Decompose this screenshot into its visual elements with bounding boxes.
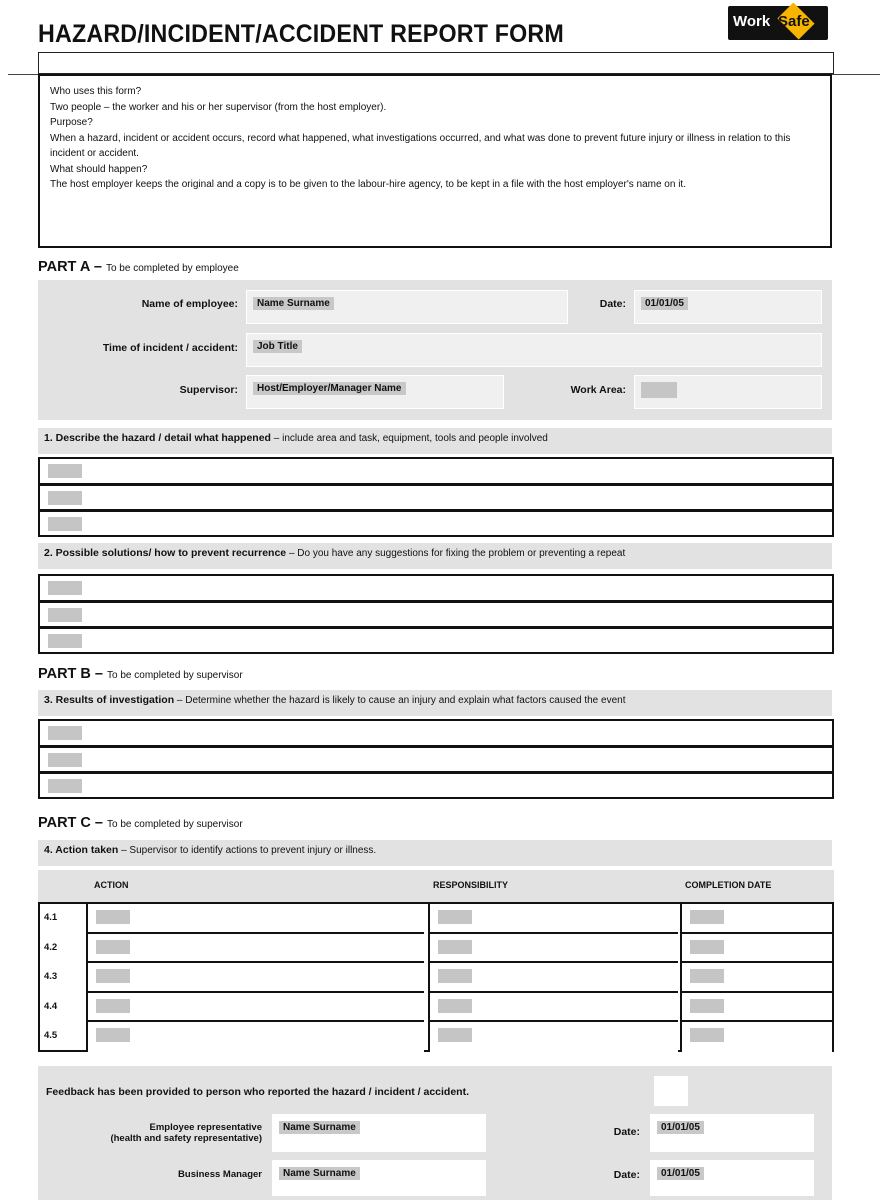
action-cell[interactable] — [86, 904, 424, 934]
column-completion-date: COMPLETION DATE — [685, 880, 772, 890]
work-area-field[interactable] — [634, 375, 822, 409]
section-2-rows — [38, 574, 834, 654]
part-c-heading — [38, 815, 243, 831]
text-placeholder — [48, 464, 82, 478]
date-field[interactable] — [634, 290, 822, 324]
section-3-row-3[interactable] — [38, 773, 834, 799]
question-purpose: Purpose? — [50, 117, 93, 128]
text-placeholder — [438, 969, 472, 983]
text-placeholder — [48, 491, 82, 505]
section-1-row-1[interactable] — [38, 457, 834, 485]
text-placeholder — [438, 910, 472, 924]
section-2-sub: – Do you have any suggestions for fixing the problem or preventing a repeat — [288, 548, 626, 559]
column-responsibility: RESPONSIBILITY — [433, 880, 509, 890]
completion-date-cell[interactable] — [680, 1022, 832, 1052]
action-row-number: 4.1 — [44, 912, 58, 923]
action-row-number: 4.2 — [44, 941, 58, 953]
responsibility-cell[interactable] — [428, 1022, 678, 1052]
feedback-text: Feedback has been provided to person who reported the hazard / incident / accident. — [46, 1086, 469, 1098]
employee-name-label: Name of employee: — [141, 298, 238, 310]
date-label: Date: — [599, 298, 626, 310]
part-c-label: PART C – — [38, 815, 103, 831]
text-placeholder — [96, 999, 130, 1013]
time-of-incident-value: Job Title — [253, 340, 302, 353]
section-4-header — [38, 840, 832, 866]
part-b-heading — [38, 666, 243, 682]
action-cell[interactable] — [86, 934, 424, 964]
action-row-number: 4.4 — [44, 1000, 58, 1012]
section-3-rows — [38, 719, 834, 799]
section-3-row-2[interactable] — [38, 747, 834, 773]
question-what-should: What should happen? — [50, 163, 148, 175]
part-b-sub: To be completed by supervisor — [107, 670, 243, 681]
work-area-placeholder — [641, 382, 677, 398]
supervisor-field[interactable] — [246, 375, 504, 409]
text-placeholder — [438, 999, 472, 1013]
question-who: Who uses this form? — [50, 86, 142, 97]
text-placeholder — [690, 999, 724, 1013]
emp-rep-date-field[interactable] — [650, 1114, 814, 1152]
column-action: ACTION — [94, 880, 129, 890]
business-manager-field[interactable] — [272, 1160, 486, 1196]
completion-date-cell[interactable] — [680, 963, 832, 993]
action-cell[interactable] — [86, 993, 424, 1023]
completion-date-cell[interactable] — [680, 904, 832, 934]
logo-text-safe: Safe — [778, 13, 810, 30]
instructions-box — [38, 74, 832, 248]
biz-mgr-date-label: Date: — [613, 1169, 640, 1181]
part-a-label: PART A – — [38, 259, 102, 275]
text-placeholder — [690, 940, 724, 954]
section-3-sub: – Determine whether the hazard is likely to cause an injury and explain what factors caused the event — [176, 695, 626, 706]
action-table — [38, 870, 834, 1054]
section-3-title: 3. Results of investigation — [44, 694, 175, 706]
employee-rep-label-line1: Employee representative — [149, 1122, 262, 1133]
text-placeholder — [690, 969, 724, 983]
feedback-checkbox[interactable] — [654, 1076, 688, 1106]
text-placeholder — [48, 634, 82, 648]
text-placeholder — [96, 940, 130, 954]
answer-purpose: When a hazard, incident or accident occurs, record what happened, what investigations occurred, and what was done to prevent future injury or illness in relation to this incident or accident. — [50, 132, 791, 159]
section-3-row-1[interactable] — [38, 719, 834, 747]
employee-rep-field[interactable] — [272, 1114, 486, 1152]
emp-rep-date-label: Date: — [613, 1126, 640, 1138]
answer-what-should: The host employer keeps the original and a copy is to be given to the labour-hire agency, to be kept in a file with the host employer's name on it. — [50, 179, 686, 190]
section-1-header — [38, 428, 832, 454]
section-2-row-1[interactable] — [38, 574, 834, 602]
text-placeholder — [690, 910, 724, 924]
section-1-row-3[interactable] — [38, 511, 834, 537]
emp-rep-date-value: 01/01/05 — [657, 1121, 704, 1134]
action-row-number: 4.5 — [44, 1030, 58, 1042]
part-a-sub: To be completed by employee — [105, 263, 239, 274]
section-2-title: 2. Possible solutions/ how to prevent recurrence — [44, 547, 287, 559]
responsibility-cell[interactable] — [428, 993, 678, 1023]
answer-who: Two people – the worker and his or her supervisor (from the host employer). — [50, 101, 387, 113]
text-placeholder — [48, 517, 82, 531]
page-title: HAZARD/INCIDENT/ACCIDENT REPORT FORM — [38, 20, 564, 48]
section-1-sub: – include area and task, equipment, tools and people involved — [273, 433, 548, 444]
section-2-row-2[interactable] — [38, 602, 834, 628]
part-c-sub: To be completed by supervisor — [107, 819, 243, 830]
employee-rep-label-line2: (health and safety representative) — [110, 1133, 262, 1144]
action-row-number: 4.3 — [44, 971, 58, 983]
completion-date-cell[interactable] — [680, 993, 832, 1023]
time-of-incident-label: Time of incident / accident: — [102, 342, 238, 354]
section-4-sub: – Supervisor to identify actions to prevent injury or illness. — [121, 845, 377, 856]
biz-mgr-date-value: 01/01/05 — [657, 1167, 704, 1180]
biz-mgr-date-field[interactable] — [650, 1160, 814, 1196]
responsibility-cell[interactable] — [428, 904, 678, 934]
employee-rep-value: Name Surname — [279, 1121, 360, 1134]
supervisor-label: Supervisor: — [179, 384, 238, 396]
section-1-row-2[interactable] — [38, 485, 834, 511]
text-placeholder — [96, 910, 130, 924]
text-placeholder — [48, 581, 82, 595]
text-placeholder — [48, 726, 82, 740]
section-2-row-3[interactable] — [38, 628, 834, 654]
text-placeholder — [48, 753, 82, 767]
text-placeholder — [690, 1028, 724, 1042]
part-b-label: PART B – — [38, 666, 103, 682]
section-3-header — [38, 690, 832, 716]
text-placeholder — [48, 779, 82, 793]
action-cell[interactable] — [86, 963, 424, 993]
business-manager-value: Name Surname — [279, 1167, 360, 1180]
section-4-title: 4. Action taken — [44, 844, 119, 856]
text-placeholder — [438, 1028, 472, 1042]
header-blank-box — [38, 52, 834, 74]
time-of-incident-field[interactable] — [246, 333, 822, 367]
responsibility-cell[interactable] — [428, 934, 678, 964]
action-cell[interactable] — [86, 1022, 424, 1052]
employee-rep-label — [30, 1122, 262, 1144]
date-value: 01/01/05 — [641, 297, 688, 310]
responsibility-cell[interactable] — [428, 963, 678, 993]
work-area-label: Work Area: — [570, 384, 626, 396]
text-placeholder — [96, 969, 130, 983]
part-a-heading — [38, 259, 239, 275]
logo-text-work: Work — [733, 13, 771, 30]
employee-name-field[interactable] — [246, 290, 568, 324]
section-2-header — [38, 543, 832, 569]
text-placeholder — [48, 608, 82, 622]
completion-date-cell[interactable] — [680, 934, 832, 964]
employee-name-value: Name Surname — [253, 297, 334, 310]
business-manager-label: Business Manager — [178, 1169, 262, 1180]
section-1-title: 1. Describe the hazard / detail what happened — [44, 432, 271, 444]
supervisor-value: Host/Employer/Manager Name — [253, 382, 406, 395]
section-1-rows — [38, 457, 834, 537]
text-placeholder — [438, 940, 472, 954]
worksafe-logo — [728, 6, 828, 40]
text-placeholder — [96, 1028, 130, 1042]
